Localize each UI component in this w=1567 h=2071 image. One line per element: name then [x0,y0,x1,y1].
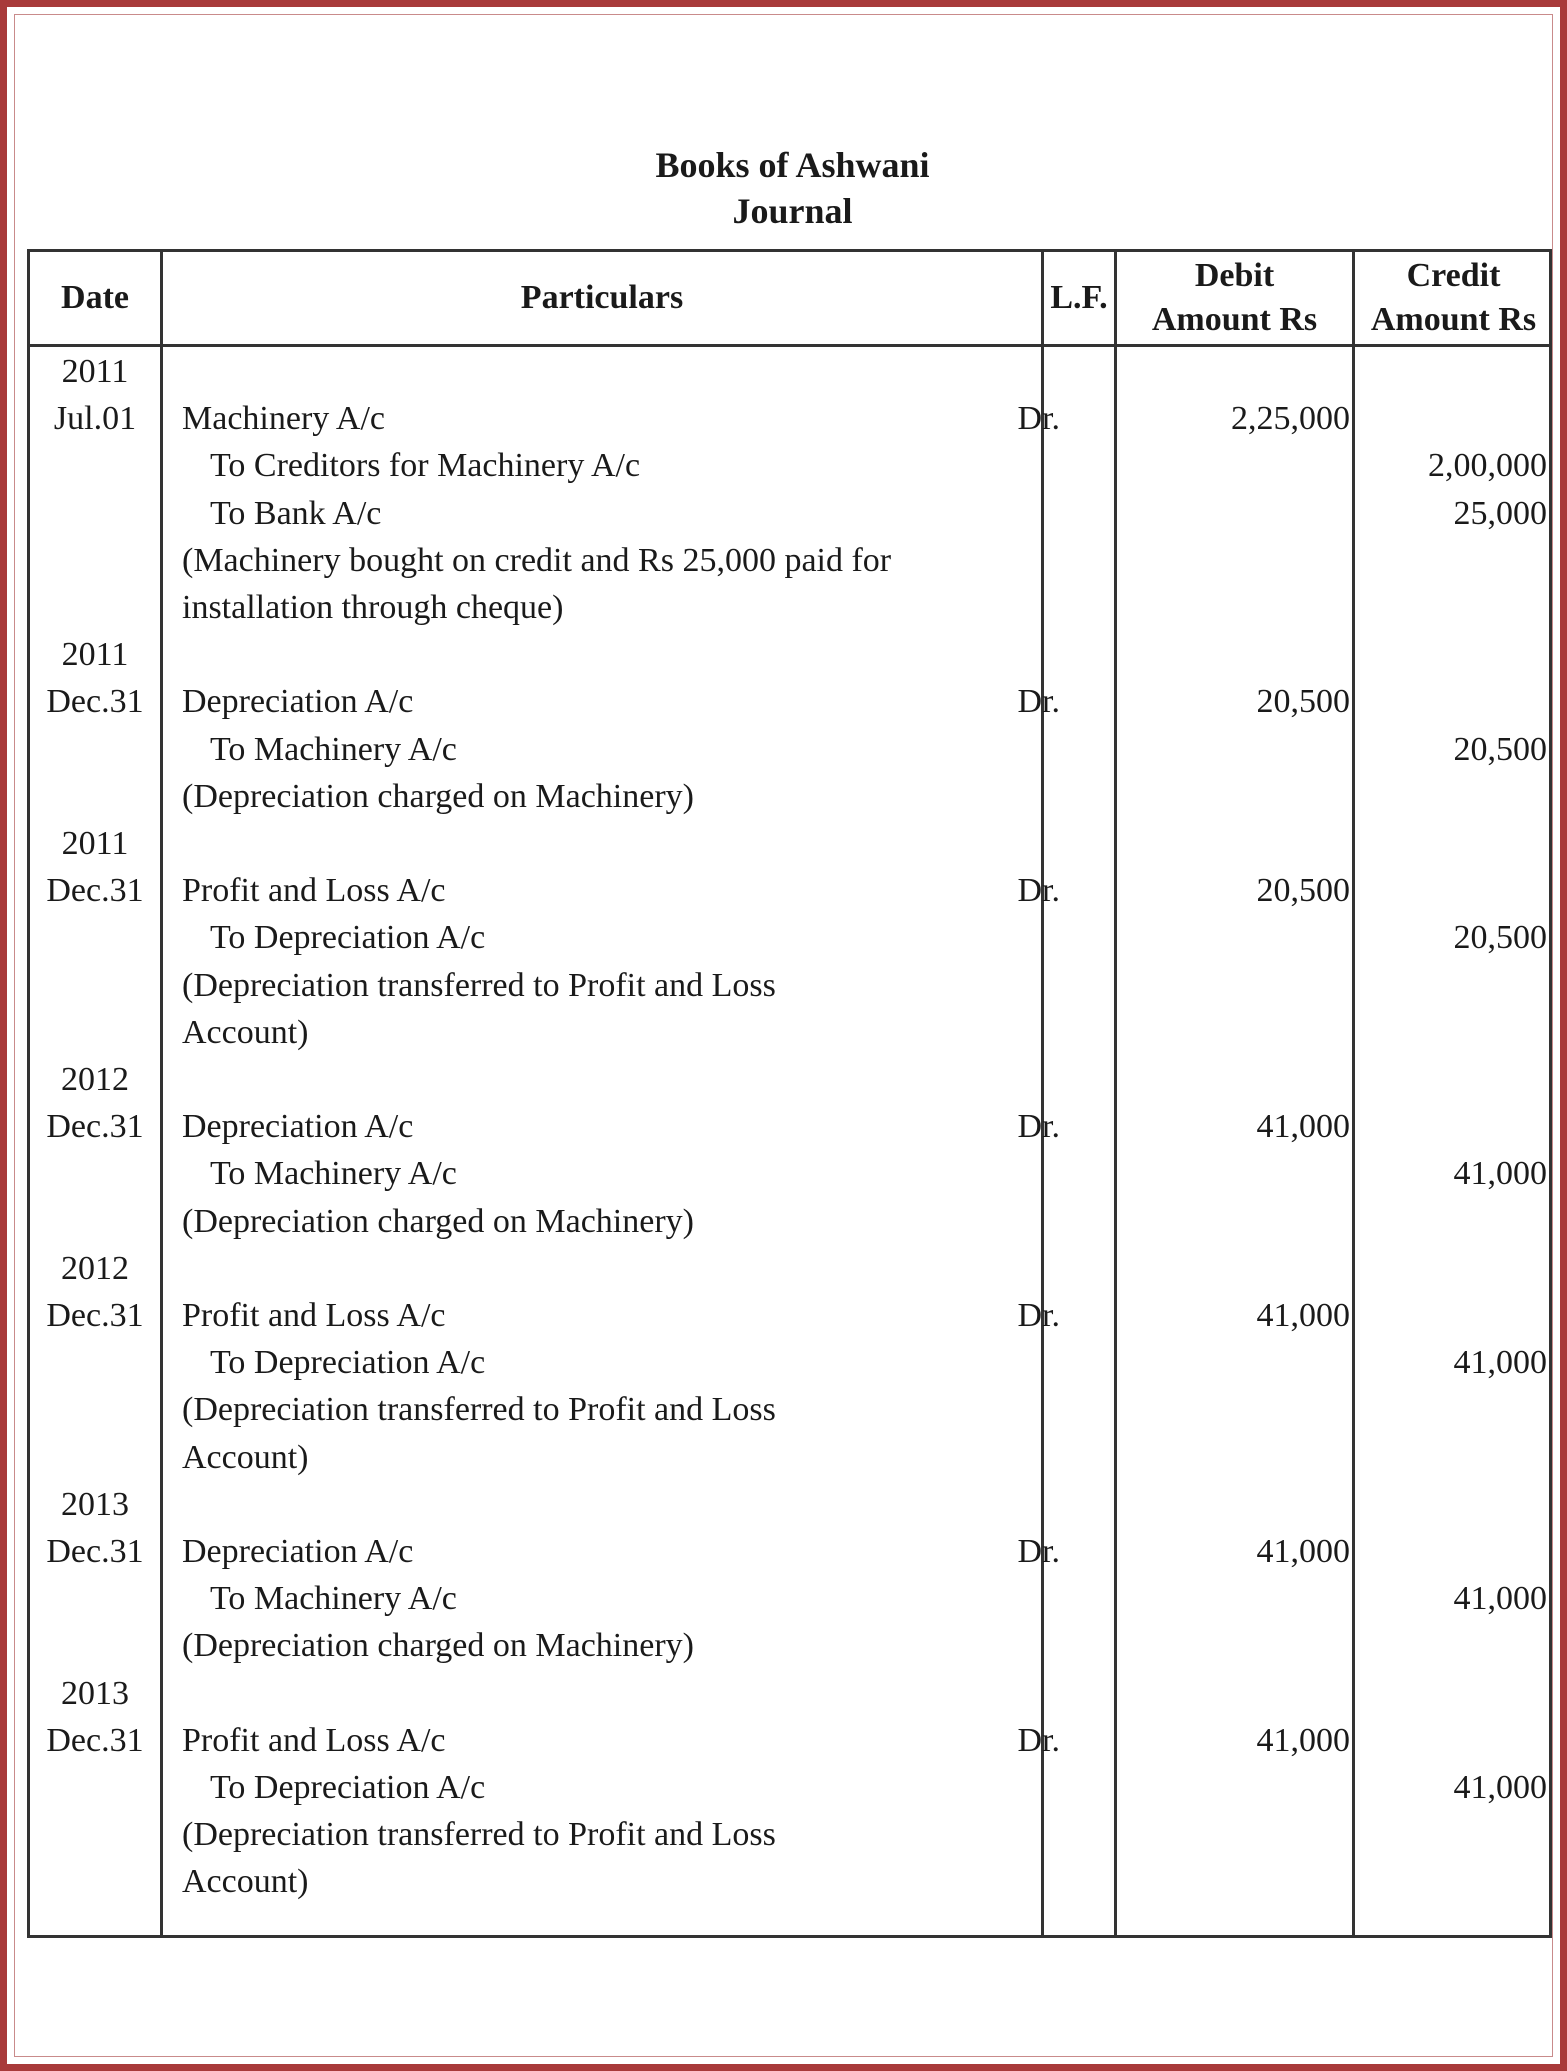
entry-date: Dec.31 [46,1533,144,1570]
entry-narration: Account) [182,1438,309,1476]
entry-narration: Account) [182,1863,309,1901]
page-subtitle: Journal [732,191,853,231]
entry-debit-account: Depreciation A/c [182,1108,414,1146]
entry-debit-amount: 41,000 [1256,1108,1350,1146]
entry-credit-account: To Machinery A/c [210,1155,457,1193]
entry-debit-account: Machinery A/c [182,400,385,438]
entry-dr-marker: Dr. [1017,400,1060,438]
entry-credit-amount: 2,00,000 [1428,447,1547,485]
header-lf: L.F. [1050,279,1108,316]
entry-credit-account: To Creditors for Machinery A/c [210,447,641,485]
entry-year: 2012 [61,1249,129,1287]
col-divider-particulars [1041,252,1044,1935]
entry-year: 2011 [61,825,129,862]
page-title: Books of Ashwani [655,145,930,185]
entry-date: Dec.31 [46,872,144,910]
entry-narration: (Depreciation charged on Machinery) [182,777,694,815]
entry-narration: Account) [182,1013,309,1051]
entry-date: Dec.31 [46,1108,144,1146]
header-debit-line2: Amount Rs [1151,301,1318,338]
entry-credit-amount: 20,500 [1453,919,1547,957]
entry-credit-amount: 41,000 [1453,1155,1547,1193]
entry-debit-amount: 2,25,000 [1231,400,1350,438]
entry-debit-account: Depreciation A/c [182,683,414,721]
entry-year: 2012 [61,1061,129,1098]
col-divider-date [160,252,163,1935]
entry-credit-account: To Machinery A/c [210,1580,457,1618]
entry-credit-account: To Bank A/c [210,494,382,532]
entry-year: 2013 [61,1674,129,1712]
entry-debit-account: Profit and Loss A/c [182,1297,446,1334]
entry-narration: (Machinery bought on credit and Rs 25,000 paid for [182,541,892,579]
entry-dr-marker: Dr. [1017,1108,1060,1146]
entry-narration: (Depreciation charged on Machinery) [182,1202,694,1240]
entry-debit-account: Profit and Loss A/c [182,1721,446,1759]
entry-credit-account: To Depreciation A/c [210,1769,486,1806]
entry-dr-marker: Dr. [1017,1533,1060,1570]
entry-date: Dec.31 [46,1721,144,1759]
entry-dr-marker: Dr. [1017,1721,1060,1759]
entry-narration: (Depreciation charged on Machinery) [182,1627,694,1665]
entry-year: 2013 [61,1485,129,1523]
entry-dr-marker: Dr. [1017,872,1060,910]
header-divider [30,344,1549,347]
entry-narration: installation through cheque) [182,589,564,626]
entry-credit-amount: 25,000 [1453,494,1547,532]
entry-narration: (Depreciation transferred to Profit and Loss [182,966,776,1004]
entry-credit-account: To Depreciation A/c [210,1344,486,1382]
col-divider-lf [1114,252,1117,1935]
journal-table [27,249,1552,1938]
header-debit-line1: Debit [1194,257,1275,294]
entry-debit-amount: 41,000 [1256,1297,1350,1334]
entry-dr-marker: Dr. [1017,683,1060,721]
entry-year: 2011 [61,636,129,674]
header-credit-line2: Amount Rs [1370,301,1537,338]
entry-credit-amount: 41,000 [1453,1344,1547,1382]
col-divider-debit [1352,252,1355,1935]
header-particulars: Particulars [520,279,684,316]
entry-credit-amount: 41,000 [1453,1580,1547,1618]
entry-debit-amount: 41,000 [1256,1721,1350,1759]
entry-debit-amount: 20,500 [1256,683,1350,721]
entry-debit-account: Profit and Loss A/c [182,872,446,910]
entry-year: 2011 [61,353,129,390]
entry-date: Dec.31 [46,1297,144,1334]
entry-credit-amount: 20,500 [1453,730,1547,768]
header-date: Date [61,279,129,316]
entry-credit-account: To Machinery A/c [210,730,457,768]
entry-credit-account: To Depreciation A/c [210,919,486,957]
entry-date: Jul.01 [53,400,137,438]
entry-narration: (Depreciation transferred to Profit and Loss [182,1391,776,1429]
entry-narration: (Depreciation transferred to Profit and Loss [182,1816,776,1854]
entry-debit-amount: 20,500 [1256,872,1350,910]
entry-debit-amount: 41,000 [1256,1533,1350,1570]
entry-dr-marker: Dr. [1017,1297,1060,1334]
entry-date: Dec.31 [46,683,144,721]
entry-credit-amount: 41,000 [1453,1769,1547,1806]
header-credit-line1: Credit [1406,257,1501,294]
entry-debit-account: Depreciation A/c [182,1533,414,1570]
